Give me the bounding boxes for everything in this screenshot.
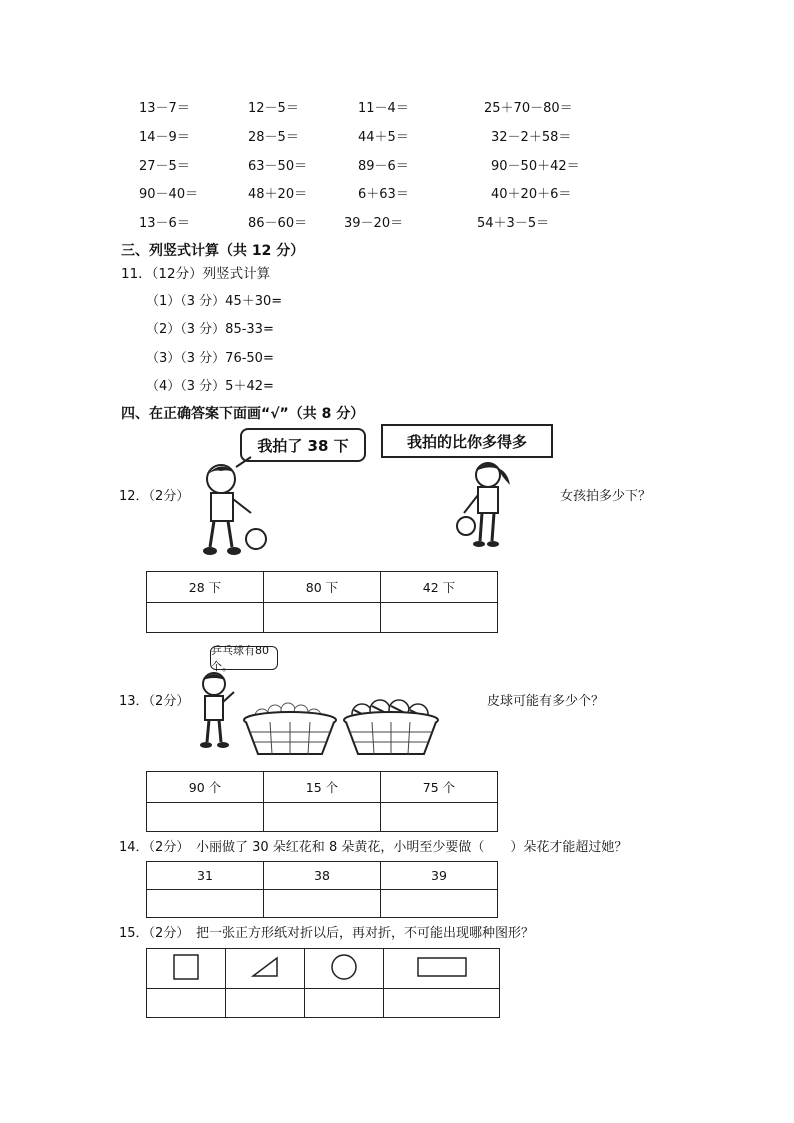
answer-cell[interactable]	[264, 890, 381, 918]
answer-cell[interactable]	[381, 603, 498, 633]
answer-cell[interactable]	[381, 803, 498, 832]
arith-item: 32－2＋58＝	[491, 130, 572, 145]
arith-item: 86－60＝	[248, 216, 308, 231]
speech-text: 我拍了 38 下	[257, 436, 349, 455]
q11-label: 11．（12分）列竖式计算	[121, 266, 271, 282]
option-cell: 39	[381, 862, 498, 890]
arith-item: 48＋20＝	[248, 187, 308, 202]
arith-item: 44＋5＝	[358, 130, 409, 145]
answer-cell[interactable]	[147, 803, 264, 832]
q14-options-table	[146, 861, 498, 918]
option-cell: 42 下	[381, 572, 498, 603]
arith-item: 90－50＋42＝	[491, 159, 580, 174]
answer-cell[interactable]	[264, 803, 381, 832]
section4-title: 四、在正确答案下面画“√”（共 8 分）	[121, 406, 365, 422]
speech-bubble-girl	[381, 424, 553, 458]
circle-icon	[330, 953, 358, 981]
rectangle-icon	[417, 957, 467, 977]
q13-label: 13．（2分）	[119, 694, 190, 709]
q11-item: （3）（3 分）76-50=	[146, 351, 274, 366]
q12-question: 女孩拍多少下？	[560, 489, 652, 504]
arith-item: 90－40＝	[139, 187, 199, 202]
shape-cell	[147, 949, 226, 989]
boy-pointing-icon	[196, 670, 240, 750]
arith-item: 6＋63＝	[358, 187, 409, 202]
q11-item: （2）（3 分）85-33=	[146, 322, 274, 337]
arith-item: 11－4＝	[358, 101, 409, 116]
girl-bouncing-ball-icon	[452, 455, 522, 551]
arith-item: 63－50＝	[248, 159, 308, 174]
ball-basket-icon	[342, 698, 440, 758]
q13-options-table	[146, 771, 498, 832]
arith-item: 25＋70－80＝	[484, 101, 573, 116]
option-cell: 28 下	[147, 572, 264, 603]
q14-text: 小丽做了 30 朵红花和 8 朵黄花，小明至少要做（ ）朵花才能超过她？	[196, 840, 628, 855]
option-cell: 90 个	[147, 772, 264, 803]
arith-item: 89－6＝	[358, 159, 409, 174]
q12-options-table	[146, 571, 498, 633]
arith-item: 27－5＝	[139, 159, 190, 174]
answer-cell[interactable]	[147, 989, 226, 1018]
q14-label: 14．（2分）	[119, 840, 190, 855]
arith-item: 13－7＝	[139, 101, 190, 116]
q15-label: 15．（2分）	[119, 926, 190, 941]
arith-item: 39－20＝	[344, 216, 404, 231]
option-cell: 38	[264, 862, 381, 890]
option-cell: 31	[147, 862, 264, 890]
shape-cell	[305, 949, 384, 989]
speech-text: 我拍的比你多得多	[406, 432, 527, 451]
square-icon	[173, 954, 199, 980]
option-cell: 15 个	[264, 772, 381, 803]
q12-label: 12．（2分）	[119, 489, 190, 504]
arith-item: 40＋20＋6＝	[491, 187, 572, 202]
option-cell: 80 下	[264, 572, 381, 603]
answer-cell[interactable]	[384, 989, 500, 1018]
section3-title: 三、列竖式计算（共 12 分）	[121, 243, 305, 259]
answer-cell[interactable]	[381, 890, 498, 918]
arith-item: 13－6＝	[139, 216, 190, 231]
shape-cell	[384, 949, 500, 989]
q15-shapes-table	[146, 948, 500, 1018]
arith-item: 12－5＝	[248, 101, 299, 116]
speech-text: 乒乓球有80个。	[211, 644, 269, 673]
arith-item: 14－9＝	[139, 130, 190, 145]
arith-item: 54＋3－5＝	[477, 216, 550, 231]
triangle-icon	[251, 956, 279, 978]
shape-cell	[226, 949, 305, 989]
q11-item: （4）（3 分）5＋42=	[146, 379, 274, 394]
q11-item: （1）（3 分）45＋30=	[146, 294, 283, 309]
speech-bubble-ping-pong	[210, 644, 278, 673]
arith-item: 28－5＝	[248, 130, 299, 145]
answer-cell[interactable]	[264, 603, 381, 633]
answer-cell[interactable]	[305, 989, 384, 1018]
answer-cell[interactable]	[226, 989, 305, 1018]
answer-cell[interactable]	[147, 603, 264, 633]
ping-pong-basket-icon	[242, 700, 338, 758]
q15-text: 把一张正方形纸对折以后，再对折，不可能出现哪种图形？	[196, 926, 535, 941]
answer-cell[interactable]	[147, 890, 264, 918]
q13-question: 皮球可能有多少个？	[487, 694, 605, 709]
option-cell: 75 个	[381, 772, 498, 803]
boy-bouncing-ball-icon	[196, 455, 276, 559]
